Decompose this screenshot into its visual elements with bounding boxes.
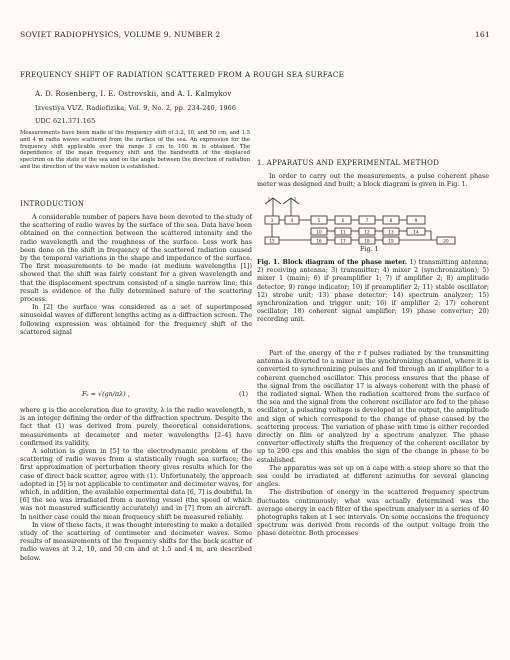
block-label-18: 18 bbox=[364, 238, 370, 244]
intro-paragraph: where g is the acceleration due to gravity, λ is the radio wavelength, n is an integer defining the order of the diffraction spectrum. Despite the fact that (1) was derived from purely theoretical considerations, measurements at decameter and meter wavelengths [2–4] have confirmed its validity. bbox=[20, 406, 252, 447]
block-label-13: 13 bbox=[388, 229, 394, 235]
block-label-19: 19 bbox=[388, 238, 394, 244]
caption-body: 1) transmitting antenna; 2) receiving antenna; 3) transmitter; 4) mixer 2 (synchronization); 5) mixer 1 (main); 6) if preamplifier 1; 7) if amplifier 2; 8) amplitude detector; 9) range indicator; 10) if preamplifier 2; 11) stable oscillator; 12) strobe unit; 13) phase detector; 14) spectrum analyzer; 15) synchronization and trigger unit; 16) if amplifier 2; 17) coherent oscillator; 18) coherent signal amplifier; 19) phase converter; 20) recording unit. bbox=[257, 259, 489, 324]
caption-heading: Fig. 1. Block diagram of the phase meter. bbox=[257, 259, 408, 266]
equation-expression: Fₛ = √(gn/πλ) , bbox=[82, 390, 130, 398]
article-title: FREQUENCY SHIFT OF RADIATION SCATTERED FROM A ROUGH SEA SURFACE bbox=[20, 70, 345, 79]
block-label-17: 17 bbox=[340, 238, 346, 244]
journal-reference: Izvestiya VUZ. Radiofizika, Vol. 9, No. 2, pp. 234-240, 1966 bbox=[35, 104, 237, 112]
intro-paragraph: A solution is given in [5] to the electrodynamic problem of the scattering of radio waves from a statistically rough sea surface; the first approximation of perturbation theory gives results which for the case of direct back scatter, agree with (1). Unfortunately, the approach adopted in [5] is not applicable to centimeter and decimeter waves, for which, in addition, the available experimental data [6, 7] is doubtful. In [6] the sea was irradiated from a moving vessel (the speed of which was not measured sufficiently accurately) and in [7] from an aircraft. In neither case could the mean frequency shift be measured reliably. bbox=[20, 447, 252, 521]
block-label-15: 15 bbox=[269, 238, 275, 244]
block-label-8: 8 bbox=[389, 218, 393, 223]
running-head bbox=[20, 30, 490, 39]
left-column-upper bbox=[20, 213, 252, 336]
block-label-6: 6 bbox=[341, 218, 345, 223]
block-label-11: 11 bbox=[340, 229, 346, 235]
intro-paragraph: In [2] the surface was considered as a set of superimposed sinusoidal waves of different lengths acting as a diffraction screen. The following expression was obtained for the frequency shift of the scattered signal bbox=[20, 303, 252, 336]
apparatus-paragraph: The apparatus was set up on a cape with a steep shore so that the sea could be irradiated at different azimuths for several glancing angles. bbox=[257, 463, 489, 489]
block-label-5: 5 bbox=[317, 218, 321, 223]
block-label-16: 16 bbox=[316, 238, 322, 244]
block-label-3: 3 bbox=[270, 218, 274, 223]
left-column-lower bbox=[20, 406, 252, 562]
intro-paragraph: A considerable number of papers have been devoted to the study of the scattering of radio waves by the surface of the sea. Data have been obtained on the connection between the scattered intensity and the radio wavelength and the roughness of the surface. Less work has been done on the shift in frequency of the scattered radiation caused by the temporal variations in the shape and impedance of the surface. The first measurements to be made (at medium wavelengths [1]) showed that the shift was fairly constant for a given wavelength and that the displacement spectrum consisted of a single narrow line; this result is evidence of the fully determined nature of the scattering process. bbox=[20, 213, 252, 304]
abstract: Measurements have been made of the frequency shift of 3.2, 10, and 50 cm, and 1.5 and 4 m radio waves scattered from the surface of the sea. An expression for the frequency shift applicable over the range 3 cm to 100 m is obtained. The dependence of the mean frequency shift and the bandwidth of the displaced spectrum on the state of the sea and on the angle between the direction of radiation and the direction of the wave motion is established. bbox=[20, 130, 250, 170]
figure-caption bbox=[257, 259, 489, 325]
block-label-10: 10 bbox=[316, 229, 322, 235]
block-label-20: 20 bbox=[443, 238, 449, 244]
section-heading-introduction: INTRODUCTION bbox=[20, 200, 85, 208]
apparatus-paragraph: The distribution of energy in the scattered frequency spectrum fluctuates continuously; what was actually determined was the average energy in each filter of the spectrum analyser in a series of 40 photographs taken at 1 sec intervals. On some occasions the frequency spectrum was derived from records of the output voltage from the phase detector. Both processes bbox=[257, 488, 489, 538]
block-diagram-figure bbox=[255, 196, 493, 246]
equation-number: (1) bbox=[238, 390, 248, 398]
intro-paragraph: In view of these facts, it was thought interesting to make a detailed study of the scattering of centimeter and decimeter waves. Some results of measurements of the frequency shifts for the back scatter of radio waves at 3.2, 10, and 50 cm and at 1.5 and 4 m, are described below. bbox=[20, 520, 252, 562]
right-column-lower bbox=[257, 349, 489, 538]
right-column-intro bbox=[257, 172, 489, 188]
block-label-2: 2 bbox=[293, 197, 297, 202]
block-label-14: 14 bbox=[413, 229, 419, 235]
block-label-7: 7 bbox=[365, 218, 369, 223]
journal-issue: SOVIET RADIOPHYSICS, VOLUME 9, NUMBER 2 bbox=[20, 30, 221, 39]
block-label-1: 1 bbox=[267, 197, 271, 202]
block-label-12: 12 bbox=[364, 229, 370, 235]
equation-1 bbox=[20, 390, 248, 402]
section-heading-apparatus: 1. APPARATUS AND EXPERIMENTAL METHOD bbox=[257, 159, 440, 167]
block-label-9: 9 bbox=[414, 218, 418, 223]
page-number: 161 bbox=[474, 30, 490, 39]
block-label-4: 4 bbox=[290, 218, 294, 223]
article-authors: A. D. Rosenberg, I. E. Ostrovskii, and A. I. Kalmykov bbox=[35, 90, 232, 98]
figure-label: Fig. 1 bbox=[360, 245, 379, 253]
apparatus-paragraph: Part of the energy of the r f pulses radiated by the transmitting antenna is diverted to a mixer in the synchronizing channel, where it is converted to synchronizing pulses and fed through an if amplifier to a coherent quenched oscillator. This process ensures that the phase of the signal from the oscillator 17 is always coherent with the phase of the radiated signal. When the radiation scattered from the surface of the sea and the signal from the coherent oscillator are fed to the phase oscillator, a pulsating voltage is developed at the output, the amplitude and sign of which correspond to the change of phase caused by the scattering process. The variation of phase with time is either recorded directly on film or analyzed by a spectrum analyzer. The phase converter effectively shifts the frequency of the coherent oscillator by up to 200 cps and this enables the sign of the change in phase to be established. bbox=[257, 349, 489, 464]
udc-code: UDC 621.371.165 bbox=[35, 117, 96, 125]
apparatus-paragraph: In order to carry out the measurements, a pulse coherent phase meter was designed and built; a block diagram is given in Fig. 1. bbox=[257, 172, 489, 189]
